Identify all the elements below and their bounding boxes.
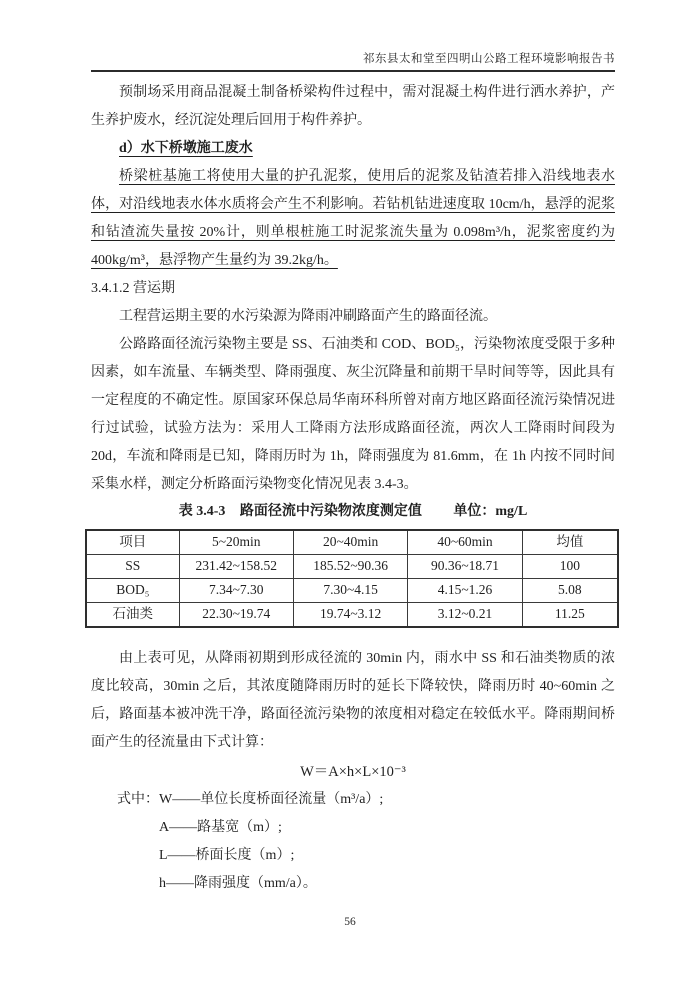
table-cell: 4.15~1.26 [408, 579, 522, 603]
table-header-cell: 均值 [522, 530, 618, 555]
table-row-petroleum [86, 603, 618, 628]
table-caption [91, 500, 615, 524]
table-cell: 7.30~4.15 [293, 579, 407, 603]
running-header-title: 祁东县太和堂至四明山公路工程环境影响报告书 [363, 53, 615, 65]
table-cell: 7.34~7.30 [179, 579, 293, 603]
table-caption-unit: 单位：mg/L [453, 504, 528, 519]
table-header-cell: 20~40min [293, 530, 407, 555]
paragraph-runoff-pollutants: 公路路面径流污染物主要是 SS、石油类和 COD、BOD₅，污染物浓度受限于多种因素，如车流量、车辆类型、降雨强度、灰尘沉降量和前期干旱时间等等，因此具有一定程度的不确定性。原国家环保总局华南环科所曾对南方地区路面径流污染情况进行过试验，试验方法为：采用人工降雨方法形成路面径流，两次人工降雨时间段为20d，车流和降雨是已知，降雨历时为 1h，降雨强度为 81.6mm，在 1h 内按不同时间采集水样，测定分析路面污染物变化情况见表 3.4-3。 [91, 337, 615, 492]
table-header-cell: 5~20min [179, 530, 293, 555]
table-header-cell: 40~60min [408, 530, 522, 555]
page-header [91, 50, 615, 72]
table-cell: 19.74~3.12 [293, 603, 407, 628]
table-cell: 90.36~18.71 [408, 555, 522, 579]
document-body [91, 79, 615, 898]
table-cell: 石油类 [86, 603, 179, 628]
table-header-cell: 项目 [86, 530, 179, 555]
table-cell: 22.30~19.74 [179, 603, 293, 628]
formula-term-w [91, 786, 615, 814]
paragraph-runoff-analysis: 由上表可见，从降雨初期到形成径流的 30min 内，雨水中 SS 和石油类物质的浓度比较高，30min 之后，其浓度随降雨历时的延长下降较快，降雨历时 40~60min 之后，路面基本被冲洗干净，路面径流污染物的浓度相对稳定在较低水平。降雨期间桥面产生的径流量由下式计算： [91, 651, 615, 750]
paragraph-precast-curing: 预制场采用商品混凝土制备桥梁构件过程中，需对混凝土构件进行洒水养护，产生养护废水，经沉淀处理后回用于构件养护。 [91, 85, 615, 128]
formula-terms-intro: 式中： [117, 792, 159, 807]
formula-term-a: A——路基宽（m）; [159, 820, 282, 835]
table-cell: BOD₅ [86, 579, 179, 603]
formula-term-definitions [91, 786, 615, 898]
table-row-bod5 [86, 579, 618, 603]
table-header-row [86, 530, 618, 555]
table-cell: 5.08 [522, 579, 618, 603]
table-caption-title: 路面径流中污染物浓度测定值 [239, 504, 422, 519]
runoff-volume-formula: W＝A×h×L×10⁻³ [300, 764, 406, 780]
table-cell: SS [86, 555, 179, 579]
table-cell: 3.12~0.21 [408, 603, 522, 628]
page-number: 56 [344, 916, 356, 928]
heading-underwater-pier-wastewater [91, 135, 615, 163]
formula-term-w-text: W——单位长度桥面径流量（m³/a）; [159, 792, 384, 807]
table-cell: 11.25 [522, 603, 618, 628]
heading-underwater-pier-label: d）水下桥墩施工废水 [119, 141, 253, 156]
formula-term-h: h——降雨强度（mm/a）。 [159, 876, 317, 891]
table-cell: 100 [522, 555, 618, 579]
section-heading-3-4-1-2: 3.4.1.2 营运期 [91, 281, 175, 296]
table-cell: 231.42~158.52 [179, 555, 293, 579]
paragraph-pile-slurry: 桥梁桩基施工将使用大量的护孔泥浆，使用后的泥浆及钻渣若排入沿线地表水体，对沿线地表水体水质将会产生不利影响。若钻机钻进速度取 10cm/h，悬浮的泥浆和钻渣流失量按 20%计，则单根桩施工时泥浆流失量为 0.098m³/h，泥浆密度约为400kg/m³，悬浮物产生量约为 39.2kg/h。 [91, 169, 615, 268]
table-row-ss [86, 555, 618, 579]
table-caption-number: 表 3.4-3 [178, 504, 226, 519]
table-cell: 185.52~90.36 [293, 555, 407, 579]
pollutant-concentration-table [85, 529, 619, 628]
paragraph-operation-pollution-source: 工程营运期主要的水污染源为降雨冲刷路面产生的路面径流。 [119, 309, 497, 324]
formula-term-l: L——桥面长度（m）; [159, 848, 295, 863]
